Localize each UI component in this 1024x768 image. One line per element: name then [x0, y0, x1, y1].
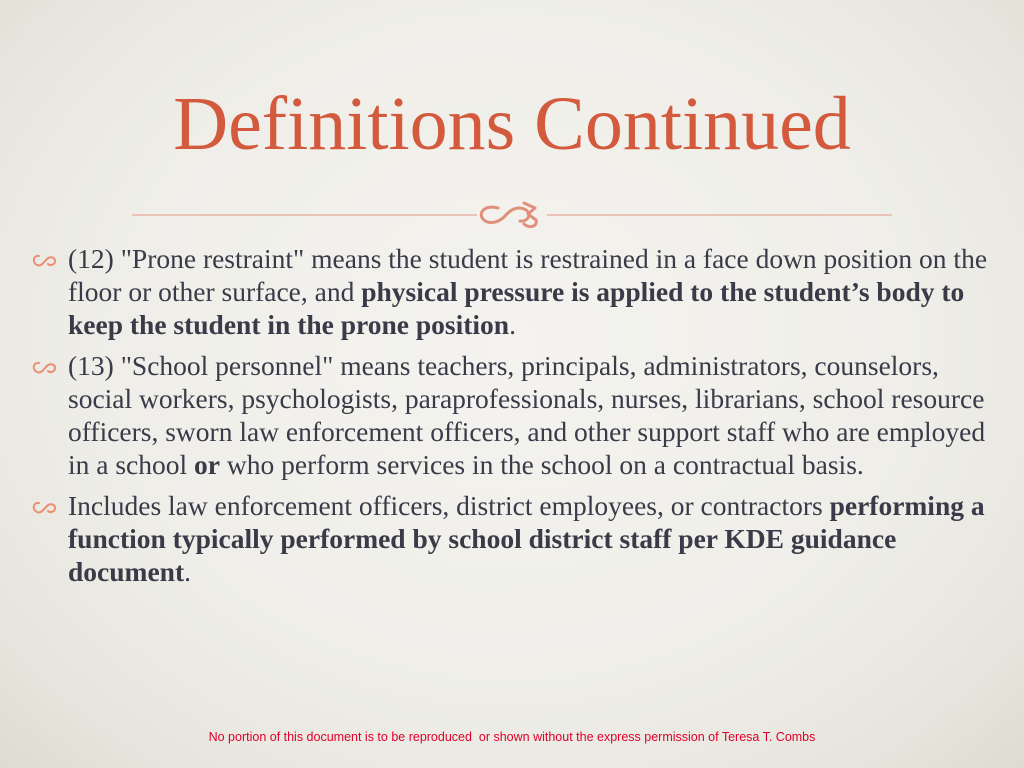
bullet-text: (13) "School personnel" means teachers, principals, administrators, counselors, social workers, psychologists, paraprofessionals, nurses, librarians, school resource officers, sworn law enforcement officers, and other support staff who are employed in a school: [68, 350, 986, 480]
bullet-emphasis: performing a function typically performed by school district staff per KDE guidance document: [68, 490, 985, 587]
list-item: [30, 349, 995, 481]
bullet-emphasis: physical pressure is applied to the student’s body to keep the student in the prone position: [68, 276, 965, 340]
bullet-text-end: .: [184, 556, 191, 587]
bullet-text: Includes law enforcement officers, district employees, or contractors: [68, 490, 830, 521]
curl-bullet-icon: [30, 359, 60, 377]
bullet-text-end: who perform services in the school on a contractual basis.: [220, 449, 864, 480]
bullet-text: (12) "Prone restraint" means the student is restrained in a face down position on the floor or other surface, and: [68, 243, 988, 307]
bullet-text-end: .: [509, 309, 516, 340]
list-item: [30, 489, 995, 588]
curl-bullet-icon: [30, 252, 60, 270]
bullet-list: [30, 242, 995, 596]
list-item: [30, 242, 995, 341]
copyright-footer: No portion of this document is to be reproduced or shown without the express permission of Teresa T. Combs: [208, 730, 816, 744]
slide-title: Definitions Continued: [173, 82, 851, 166]
scroll-ornament-icon: [132, 200, 892, 230]
curl-bullet-icon: [30, 499, 60, 517]
bullet-emphasis: or: [194, 449, 220, 480]
